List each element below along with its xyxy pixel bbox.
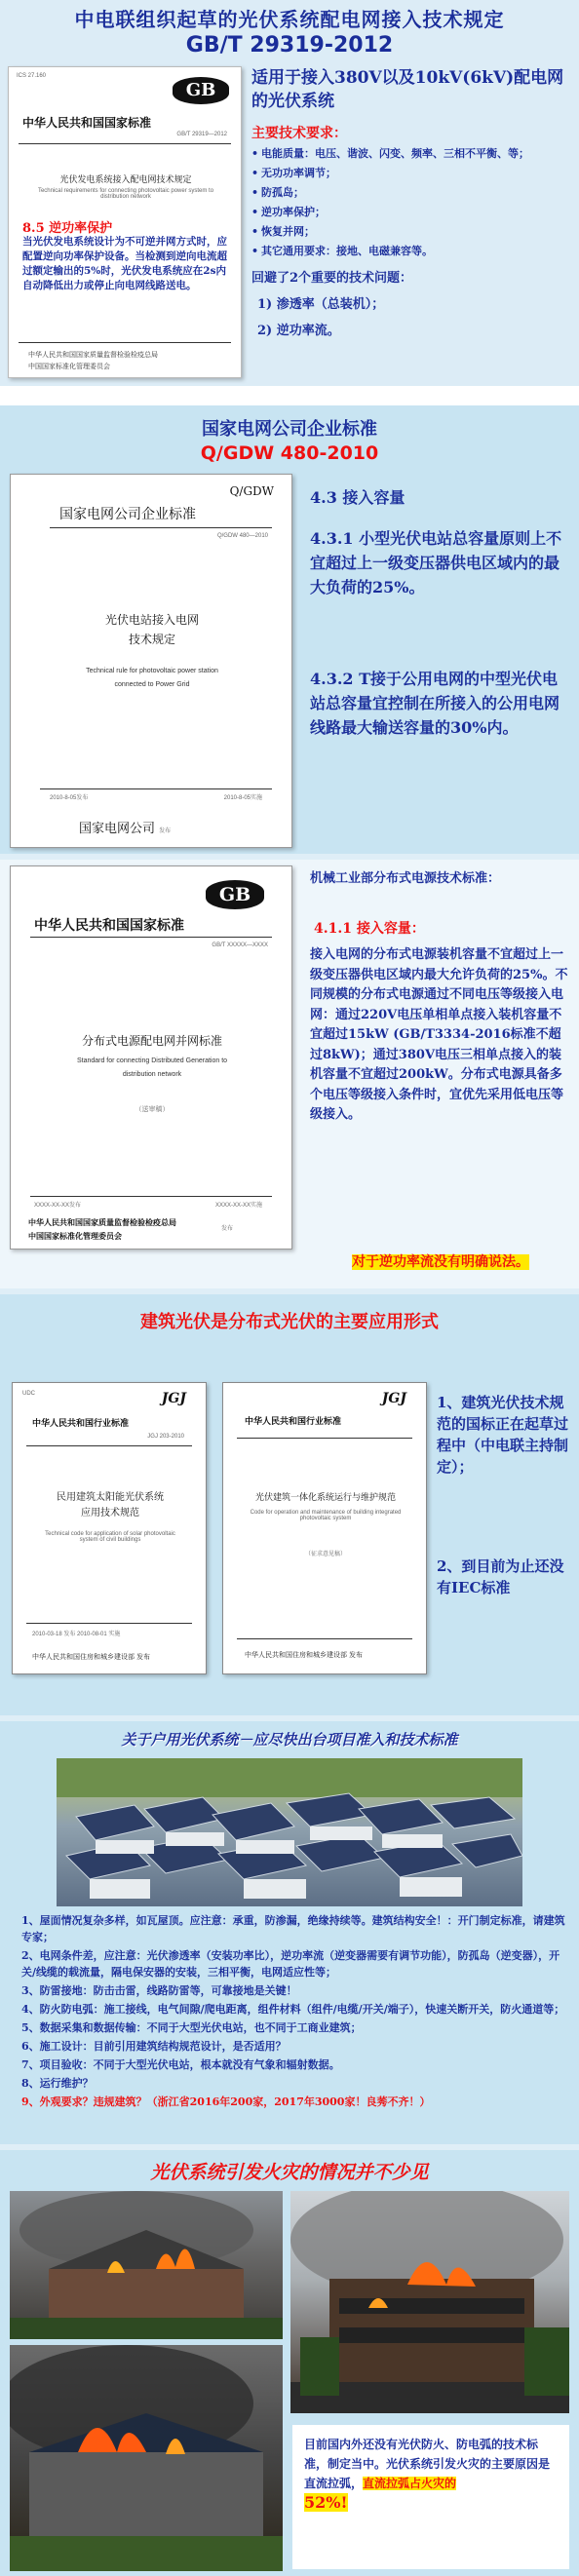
fire-illustration-1 <box>10 2191 283 2339</box>
req-item: • 电能质量：电压、谐波、闪变、频率、三相不平衡、等； <box>251 147 529 160</box>
clause-4-1-1-body: 接入电网的分布式电源装机容量不宜超过上一级变压器供电区域内最大允许负荷的25%。不同规模的分布式电源通过不同电压等级接入电网：通过220V电压单相单点接入装机容量不宜超过15kW (GB/T3334-2016标准不超过8kW)；通过380V电压三相单点接入的装机容量不宜超过200kW。分布式电源具备多个电压等级接入条件时，宜优先采用低电压等级接入。 <box>310 947 568 1122</box>
standard-code: GB/T 29319-2012 <box>185 33 394 58</box>
requirements-panel <box>251 66 573 338</box>
standard-cover-image: ICS 27.160 GB 中华人民共和国国家标准 GB/T 29319—2012 光伏发电系统接入配电网技术规定 Technical requirements for connecting photovoltaic power system to distribution network 8.5 逆功率保护 当光伏发电系统设计为不可逆并网方式时，应配置逆向功率保护设备。当检测到逆向电流超过额定输出的5%时，光伏发电系统应在2s内自动降低出力或停止向电网线路送电。 中华人民共和国国家质量监督检验检疫总局 中国国家标准化管理委员会 <box>8 66 242 378</box>
applicability-text: 适用于接入380V以及10kV(6kV)配电网的光伏系统 <box>251 68 564 111</box>
issue-item: 1、屋面情况复杂多样，如瓦屋顶。应注意：承重，防渗漏，绝缘持续等。建筑结构安全！：开门制定标准，请建筑专家； <box>21 1914 565 1943</box>
req-list <box>251 146 573 259</box>
section-title: 关于户用光伏系统－应尽快出台项目准入和技术标准 <box>121 1731 458 1749</box>
section-qgdw480 <box>0 405 579 854</box>
req-item: • 恢复并网； <box>251 225 315 238</box>
section-dg-standard <box>0 860 579 1288</box>
standard-cover-image: GB 中华人民共和国国家标准 GB/T XXXXX—XXXX 分布式电源配电网并网标准 Standard for connecting Distributed Generation to distribution network （送审稿） XXXX-XX-XX发布 XXXX-XX-XX实施 中华人民共和国国家质量监督检验检疫总局 中国国家标准化管理委员会 发布 <box>10 865 292 1250</box>
req-item: • 无功功率调节； <box>251 167 336 179</box>
rooftop-pv-illustration <box>57 1758 522 1906</box>
point-1: 1、建筑光伏技术规范的国标正在起草过程中（中电联主持制定）； <box>437 1394 569 1476</box>
gb-logo: GB <box>206 880 264 909</box>
standard-cover-image: Q/GDW 国家电网公司企业标准 Q/GDW 480—2010 光伏电站接入电网 技术规定 Technical rule for photovoltaic power station connected to Power Grid 2010-8-05发布 2010-8-05实施 国家电网公司 发布 <box>10 474 292 848</box>
issue-item: 5、数据采集和数据传输：不同于大型光伏电站，也不同于工商业建筑； <box>21 2021 362 2034</box>
clause-4-3-2: 4.3.2 T接于公用电网的中型光伏电站总容量宜控制在所接入的公用电网线路最大输送容量的30%内。 <box>310 670 560 737</box>
fire-illustration-3 <box>10 2345 283 2571</box>
clause-4-3-1: 4.3.1 小型光伏电站总容量原则上不宜超过上一级变压器供电区域内的最大负荷的25%。 <box>310 529 562 596</box>
section-title: 建筑光伏是分布式光伏的主要应用形式 <box>140 1312 439 1332</box>
point-2: 2、到目前为止还没有IEC标准 <box>437 1557 564 1596</box>
bipv-om-cover-image: JGJ 中华人民共和国行业标准 光伏建筑一体化系统运行与维护规范 Code for operation and maintenance of building integrated photovoltaic system （征求意见稿） 中华人民共和国住房和城乡建设部 发布 <box>222 1382 427 1674</box>
issue-item: 2、电网条件差，应注意：光伏渗透率（安装功率比），逆功率流（逆变器需要有调节功能），防孤岛（逆变器），开关/线缆的载流量，隔电保安器的安装，三相平衡，电网适应性等； <box>21 1949 560 1979</box>
req-title: 主要技术要求： <box>251 126 347 141</box>
standard-code: Q/GDW 480-2010 <box>200 442 379 464</box>
fire-caption-box: 目前国内外还没有光伏防火、防电弧的技术标准，制定当中。光伏系统引发火灾的主要原因是直流拉弧，直流拉弧占火灾的 52%! <box>292 2425 569 2569</box>
fire-illustration-2 <box>290 2191 569 2413</box>
note-text: 对于逆功率流没有明确说法。 <box>352 1254 529 1270</box>
section-bipv <box>0 1294 579 1715</box>
clause-4-3-heading: 4.3 接入容量 <box>310 488 405 507</box>
issue-item: 4、防火防电弧：施工接线，电气间隙/爬电距离，组件材料（组件/电缆/开关/端子），快速关断开关，防火通道等； <box>21 2003 565 2016</box>
avoid-item: 2) 逆功率流。 <box>257 324 340 338</box>
section-title: 光伏系统引发火灾的情况并不少见 <box>150 2162 429 2183</box>
section-pv-fires <box>0 2150 579 2576</box>
clause-8-5-body: 当光伏发电系统设计为不可逆并网方式时，应配置逆向功率保护设备。当检测到逆向电流超过额定输出的5%时，光伏发电系统应在2s内自动降低出力或停止向电网线路送电。 <box>22 236 227 291</box>
issue-item: 9、外观要求？违规建筑？（浙江省2016年200家，2017年3000家！良莠不齐！） <box>21 2095 431 2108</box>
fire-photo-3 <box>10 2345 283 2571</box>
doc-class: 中华人民共和国国家标准 <box>22 116 152 130</box>
req-item: • 防孤岛； <box>251 186 304 199</box>
section-residential-pv <box>0 1721 579 2144</box>
req-item: • 逆功率保护； <box>251 206 326 218</box>
issue-item: 3、防雷接地：防击击雷，线路防雷等，可靠接地是关键！ <box>21 1984 297 1997</box>
avoid-item: 1) 渗透率（总装机）； <box>257 297 385 312</box>
intro-text: 机械工业部分布式电源技术标准： <box>310 871 501 886</box>
issue-item: 8、运行维护？ <box>21 2077 94 2090</box>
section-title: 国家电网公司企业标准 <box>202 419 377 440</box>
gb-logo: GB <box>173 77 229 104</box>
clause-8-5-title: 8.5 逆功率保护 <box>22 221 113 236</box>
rooftop-pv-photo <box>57 1758 522 1906</box>
issues-list <box>21 1912 567 2110</box>
issue-item: 7、项目验收：不同于大型光伏电站，根本就没有气象和辐射数据。 <box>21 2058 340 2071</box>
jgj203-cover-image: UDC JGJ 中华人民共和国行业标准 JGJ 203-2010 民用建筑太阳能光伏系统 应用技术规范 Technical code for application of solar photovoltaic system of civil buildings 2010-03-18 发布 2010-08-01 实施 中华人民共和国住房和城乡建设部 发布 <box>12 1382 207 1674</box>
fire-photo-1 <box>10 2191 283 2339</box>
issue-item: 6、施工设计：目前引用建筑结构规范设计，是否适用？ <box>21 2040 287 2053</box>
req-item: • 其它通用要求：接地、电磁兼容等。 <box>251 245 433 257</box>
section-title: 中电联组织起草的光伏系统配电网接入技术规定 <box>74 8 505 31</box>
avoid-title: 回避了2个重要的技术问题： <box>251 271 413 286</box>
clause-4-1-1-title: 4.1.1 接入容量： <box>314 921 425 937</box>
section-gbt29319 <box>0 0 579 386</box>
fire-photo-2 <box>290 2191 569 2413</box>
